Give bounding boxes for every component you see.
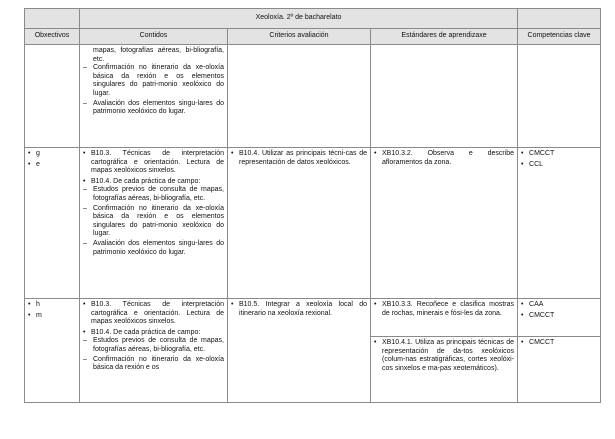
list-item: • m	[28, 312, 76, 321]
header-obxectivos: Obxectivos	[25, 29, 80, 45]
title-blank-cell	[25, 9, 80, 29]
title-blank-cell-right	[518, 9, 601, 29]
competencias-cell	[518, 148, 601, 299]
competencias-list	[521, 301, 597, 320]
table-row	[25, 299, 601, 337]
estandares-list	[374, 339, 514, 373]
list-item	[83, 329, 224, 373]
list-item: • g	[28, 150, 76, 159]
competencias-cell	[518, 337, 601, 403]
header-criterios: Criterios avaliación	[228, 29, 371, 45]
obxectivos-list	[28, 150, 76, 169]
competencias-cell	[518, 45, 601, 148]
obxectivos-cell	[25, 148, 80, 299]
contidos-list	[83, 301, 224, 373]
criterios-list	[231, 301, 367, 318]
criterios-list	[231, 150, 367, 167]
list-item: – Confirmación no itinerario da xe-oloxía básica da rexión e os elementos singulares do patri-monio xeolóxico do lugar.	[83, 64, 224, 98]
list-item: • CAA	[521, 301, 597, 310]
dash-list	[83, 64, 224, 117]
list-item: – Estudos previos de consulta de mapas, fotografías aéreas, bi-bliografía, etc.	[83, 186, 224, 203]
list-item: • B10.5. Integrar a xeoloxía local do itinerario na xeoloxía rexional.	[231, 301, 367, 318]
contidos-cell	[80, 299, 228, 403]
contidos-list	[83, 150, 224, 257]
table-title: Xeoloxía. 2º de bacharelato	[80, 9, 518, 29]
list-item: • XB10.3.3. Recoñece e clasifica mostras de rochas, minerais e fósi-les da zona.	[374, 301, 514, 318]
competencias-list	[521, 150, 597, 169]
contidos-cell	[80, 148, 228, 299]
list-item: – Avaliación dos elementos singu-lares do patrimonio xeolóxico do lugar.	[83, 240, 224, 257]
list-item: • XB10.3.2. Observa e describe afloramentos da zona.	[374, 150, 514, 167]
header-competencias: Competencias clave	[518, 29, 601, 45]
list-item: • CMCCT	[521, 150, 597, 159]
list-item: • e	[28, 161, 76, 170]
continued-text: mapas, fotografías aéreas, bi-bliografía, etc.	[93, 47, 224, 63]
list-item: – Estudos previos de consulta de mapas, fotografías aéreas, bi-bliografía, etc.	[83, 337, 224, 354]
criterios-cell	[228, 45, 371, 148]
competencias-cell	[518, 299, 601, 337]
estandares-cell	[371, 45, 518, 148]
criterios-cell	[228, 148, 371, 299]
list-item: • B10.4. Utilizar as principais técni-cas de representación de datos xeolóxicos.	[231, 150, 367, 167]
list-item: • h	[28, 301, 76, 310]
header-estandares: Estándares de aprendizaxe	[371, 29, 518, 45]
estandares-list	[374, 150, 514, 167]
title-row	[25, 9, 601, 29]
list-item: – Avaliación dos elementos singu-lares do patrimonio xeolóxico do lugar.	[83, 100, 224, 117]
contidos-cell	[80, 45, 228, 148]
curriculum-table	[24, 8, 601, 403]
header-row	[25, 29, 601, 45]
obxectivos-cell	[25, 299, 80, 403]
list-item: – Confirmación no itinerario da xe-oloxía básica da rexión e os elementos singulares do patri-monio xeolóxico do lugar.	[83, 205, 224, 239]
table-row	[25, 148, 601, 299]
list-item: • B10.3. Técnicas de interpretación cartográfica e orientación. Lectura de mapas xeolóxicos sinxelos.	[83, 301, 224, 327]
criterios-cell	[228, 299, 371, 403]
list-item: – Confirmación no itinerario da xe-oloxía básica da rexión e os	[83, 356, 224, 373]
obxectivos-list	[28, 301, 76, 320]
list-item-label: B10.4. De cada práctica de campo:	[91, 177, 201, 185]
estandares-cell	[371, 337, 518, 403]
estandares-list	[374, 301, 514, 318]
table-row	[25, 45, 601, 148]
list-item: • CCL	[521, 161, 597, 170]
list-item: • B10.3. Técnicas de interpretación cartográfica e orientación. Lectura de mapas xeolóxicos sinxelos.	[83, 150, 224, 176]
list-item	[83, 178, 224, 257]
list-item: • XB10.4.1. Utiliza as principais técnicas de representación de da-tos xeolóxicos (colum-nas estratigráficas, cortes xeolóxi-cos sinxelos e ma-pas xeotemáticos).	[374, 339, 514, 373]
dash-list	[83, 337, 224, 372]
estandares-cell	[371, 148, 518, 299]
dash-list	[83, 186, 224, 257]
list-item-label: B10.4. De cada práctica de campo:	[91, 328, 201, 336]
obxectivos-cell	[25, 45, 80, 148]
estandares-cell	[371, 299, 518, 337]
list-item: • CMCCT	[521, 312, 597, 321]
competencias-list	[521, 339, 597, 348]
header-contidos: Contidos	[80, 29, 228, 45]
list-item: • CMCCT	[521, 339, 597, 348]
